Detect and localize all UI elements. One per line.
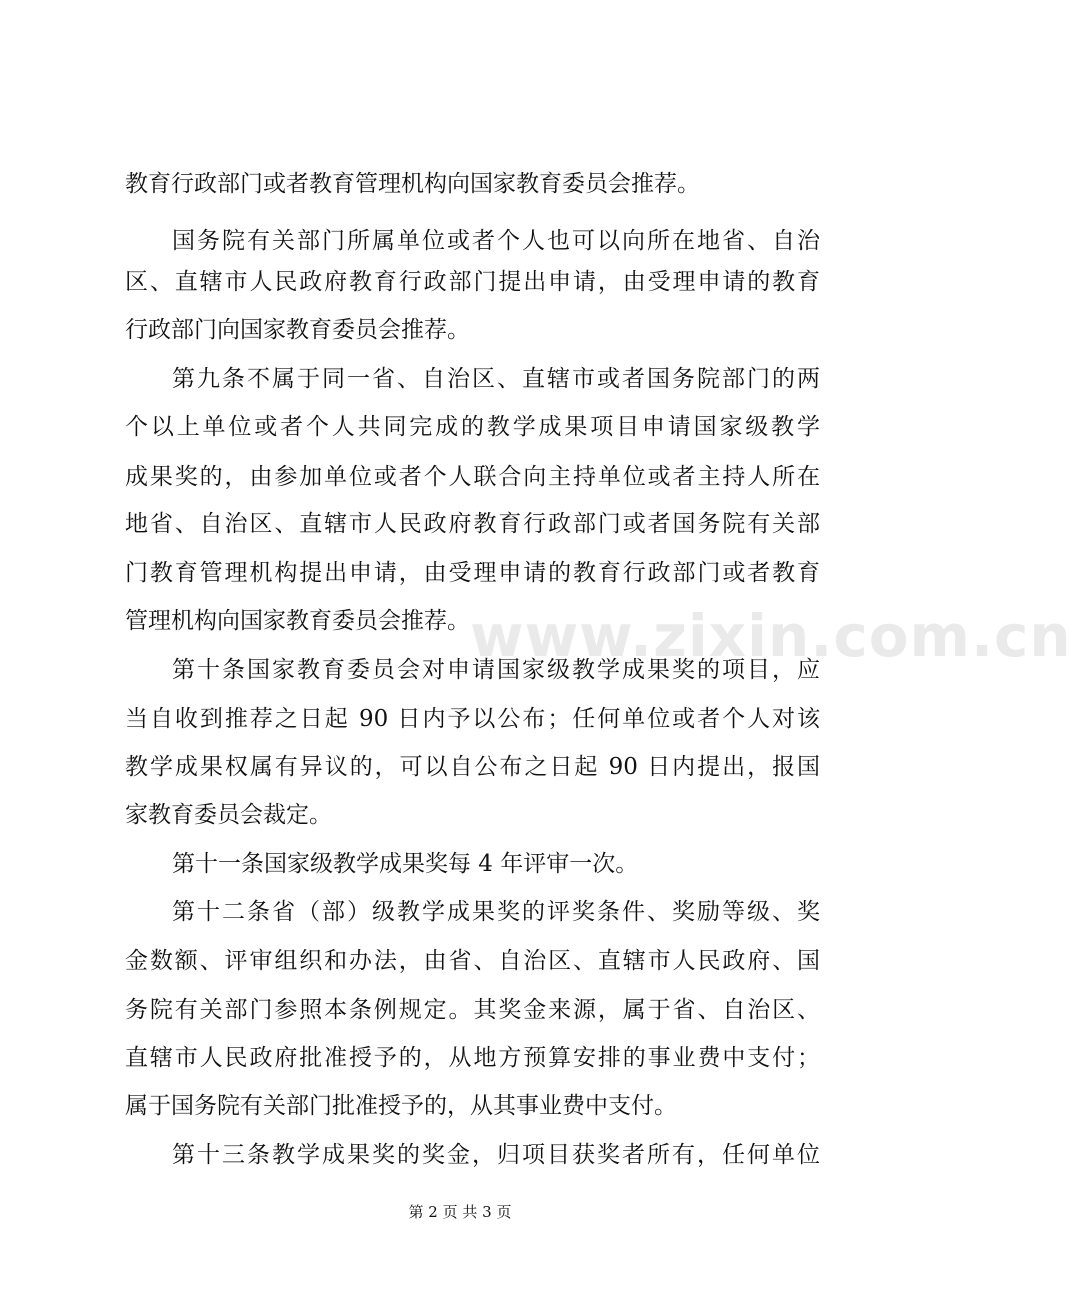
text-line: 区、直辖市人民政府教育行政部门提出申请，由受理申请的教育 — [125, 269, 820, 295]
page-number-footer: 第 2 页 共 3 页 — [408, 1203, 512, 1221]
text-line: 务院有关部门参照本条例规定。其奖金来源，属于省、自治区、 — [125, 997, 820, 1023]
text-line: 成果奖的，由参加单位或者个人联合向主持单位或者主持人所在 — [125, 464, 820, 490]
text-line: 个以上单位或者个人共同完成的教学成果项目申请国家级教学 — [125, 414, 820, 440]
text-line: 地省、自治区、直辖市人民政府教育行政部门或者国务院有关部 — [125, 511, 820, 537]
text-line: 第十三条教学成果奖的奖金，归项目获奖者所有，任何单位 — [172, 1142, 820, 1168]
text-line: 第十条国家教育委员会对申请国家级教学成果奖的项目，应 — [172, 657, 820, 683]
text-line: 门教育管理机构提出申请，由受理申请的教育行政部门或者教育 — [125, 560, 820, 586]
text-line: 第十二条省（部）级教学成果奖的评奖条件、奖励等级、奖 — [172, 899, 820, 925]
text-line: 第九条不属于同一省、自治区、直辖市或者国务院部门的两 — [172, 366, 820, 392]
text-line: 教学成果权属有异议的，可以自公布之日起 90 日内提出，报国 — [125, 754, 820, 780]
text-line: 家教育委员会裁定。 — [125, 802, 332, 828]
text-line: 当自收到推荐之日起 90 日内予以公布；任何单位或者个人对该 — [125, 706, 820, 732]
text-line: 行政部门向国家教育委员会推荐。 — [125, 317, 470, 343]
text-line: 第十一条国家级教学成果奖每 4 年评审一次。 — [172, 851, 639, 877]
text-line: 金数额、评审组织和办法，由省、自治区、直辖市人民政府、国 — [125, 948, 820, 974]
watermark: www.zixin.com.cn — [470, 602, 1072, 670]
text-line: 直辖市人民政府批准授予的，从地方预算安排的事业费中支付； — [125, 1045, 820, 1071]
text-line: 属于国务院有关部门批准授予的，从其事业费中支付。 — [125, 1093, 677, 1119]
text-line: 教育行政部门或者教育管理机构向国家教育委员会推荐。 — [125, 171, 700, 197]
text-line: 管理机构向国家教育委员会推荐。 — [125, 608, 470, 634]
text-line: 国务院有关部门所属单位或者个人也可以向所在地省、自治 — [172, 228, 820, 254]
